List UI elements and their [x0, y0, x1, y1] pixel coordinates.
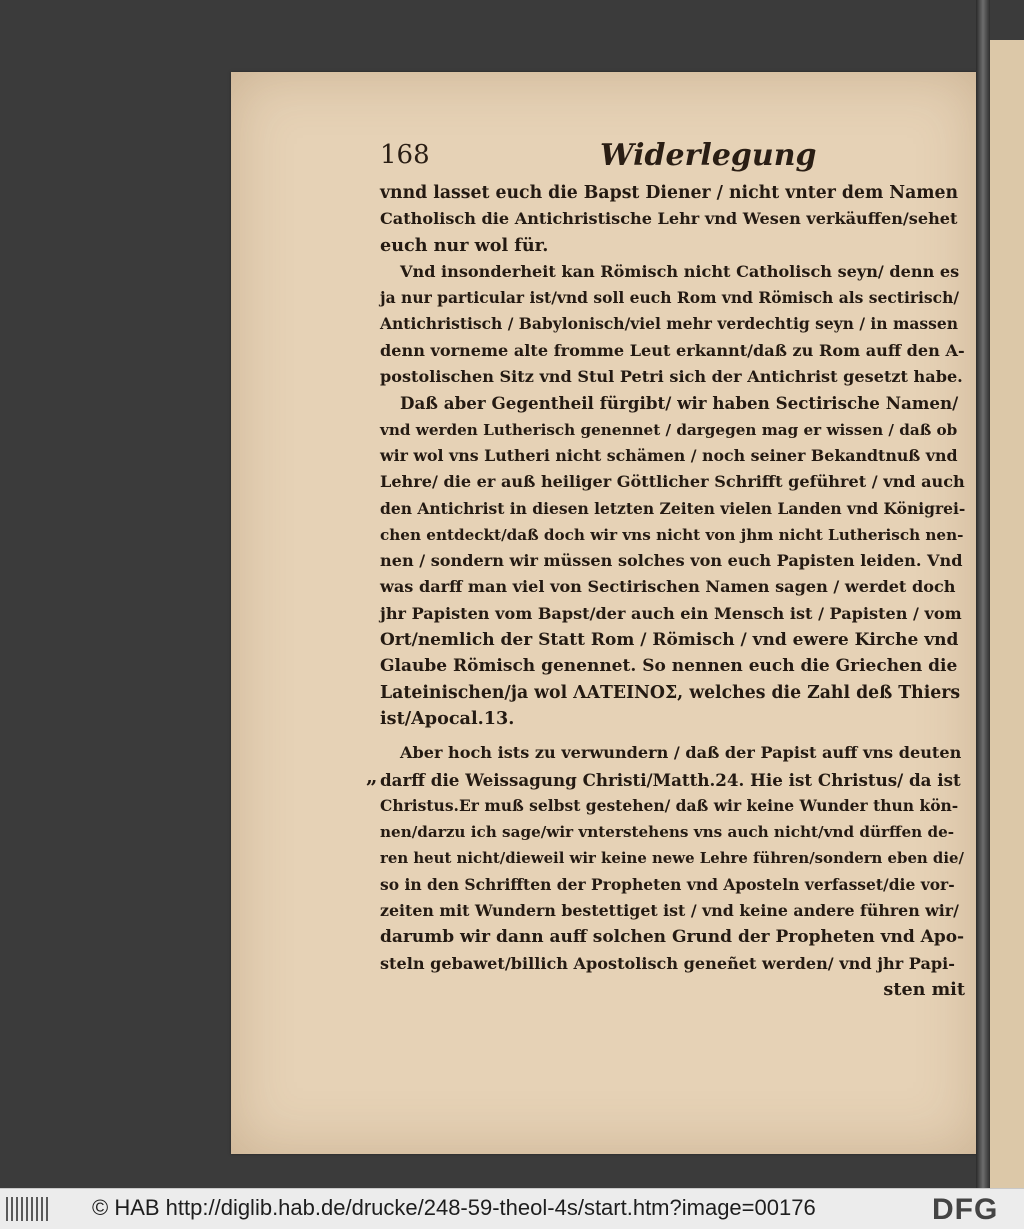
adjacent-page-edge: [990, 40, 1024, 1188]
book-spine: [976, 0, 990, 1188]
footer-bar: [0, 1188, 1024, 1229]
text-line: zeiten mit Wundern bestettiget ist / vnd keine andere führen wir/: [380, 901, 959, 921]
text-line: so in den Schrifften der Propheten vnd Aposteln verfasset/die vor-: [380, 874, 955, 894]
page-header: [380, 140, 960, 180]
text-line: nen / sondern wir müssen solches von euch Papisten leiden. Vnd: [380, 551, 963, 571]
text-line: ist/Apocal.13.: [380, 707, 515, 729]
barcode-icon: [6, 1197, 48, 1221]
text-line: steln gebawet/billich Apostolisch geneñet werden/ vnd jhr Papi-: [380, 953, 955, 973]
text-line: Christus.Er muß selbst gestehen/ daß wir keine Wunder thun kön-: [380, 795, 959, 815]
text-line: Lateinischen/ja wol ΛΑΤΕΙΝΟΣ, welches die Zahl deß Thiers: [380, 682, 961, 703]
text-line: Antichristisch / Babylonisch/viel mehr verdechtig seyn / in massen: [380, 314, 958, 334]
text-line: Lehre/ die er auß heiliger Göttlicher Schrifft geführet / vnd auch: [380, 472, 965, 492]
text-line: jhr Papisten vom Bapst/der auch ein Mensch ist / Papisten / vom: [380, 603, 962, 623]
text-line: vnd werden Lutherisch genennet / dargegen mag er wissen / daß ob: [380, 420, 958, 439]
text-line: Ort/nemlich der Statt Rom / Römisch / vnd ewere Kirche vnd: [380, 630, 959, 651]
paragraph-gap: [380, 732, 965, 740]
text-line: denn vorneme alte fromme Leut erkannt/daß zu Rom auff den A-: [380, 340, 965, 360]
text-line: nen/darzu ich sage/wir vnterstehens vns auch nicht/vnd dürffen de-: [380, 823, 955, 842]
text-line: darff die Weissagung Christi/Matth.24. Hie ist Christus/ da ist: [380, 769, 961, 790]
page-text: [380, 180, 965, 1003]
marginal-quote-mark: „: [366, 764, 378, 788]
text-line: den Antichrist in diesen letzten Zeiten vielen Landen vnd Königrei-: [380, 498, 966, 518]
text-line: euch nur wol für.: [380, 234, 549, 256]
page-number: 168: [380, 140, 430, 170]
text-line: ja nur particular ist/vnd soll euch Rom vnd Römisch als sectirisch/: [380, 288, 960, 308]
text-line: postolischen Sitz vnd Stul Petri sich der Antichrist gesetzt habe.: [380, 367, 963, 387]
text-line: Vnd insonderheit kan Römisch nicht Catholisch seyn/ denn es: [400, 261, 960, 281]
text-line: vnnd lasset euch die Bapst Diener / nicht vnter dem Namen: [380, 183, 959, 203]
text-line: ren heut nicht/dieweil wir keine newe Lehre führen/sondern eben die/: [380, 849, 964, 868]
text-line: Daß aber Gegentheil fürgibt/ wir haben Sectirische Namen/: [400, 393, 959, 414]
text-line: Glaube Römisch genennet. So nennen euch die Griechen die: [380, 656, 958, 677]
text-line: sten mit: [883, 978, 965, 1000]
text-line: was darff man viel von Sectirischen Namen sagen / werdet doch: [380, 577, 956, 597]
text-line: wir wol vns Lutheri nicht schämen / noch seiner Bekandtnuß vnd: [380, 445, 958, 465]
text-line: darumb wir dann auff solchen Grund der Propheten vnd Apo-: [380, 927, 965, 948]
text-line: Aber hoch ists zu verwundern / daß der Papist auff vns deuten: [400, 743, 962, 763]
copyright-url[interactable]: © HAB http://diglib.hab.de/drucke/248-59-theol-4s/start.htm?image=00176: [92, 1195, 816, 1220]
text-line: chen entdeckt/daß doch wir vns nicht von jhm nicht Lutherisch nen-: [380, 525, 964, 544]
running-title: Widerlegung: [600, 138, 817, 173]
text-line: Catholisch die Antichristische Lehr vnd Wesen verkäuffen/sehet: [380, 209, 958, 229]
dfg-logo: DFG: [932, 1193, 999, 1226]
